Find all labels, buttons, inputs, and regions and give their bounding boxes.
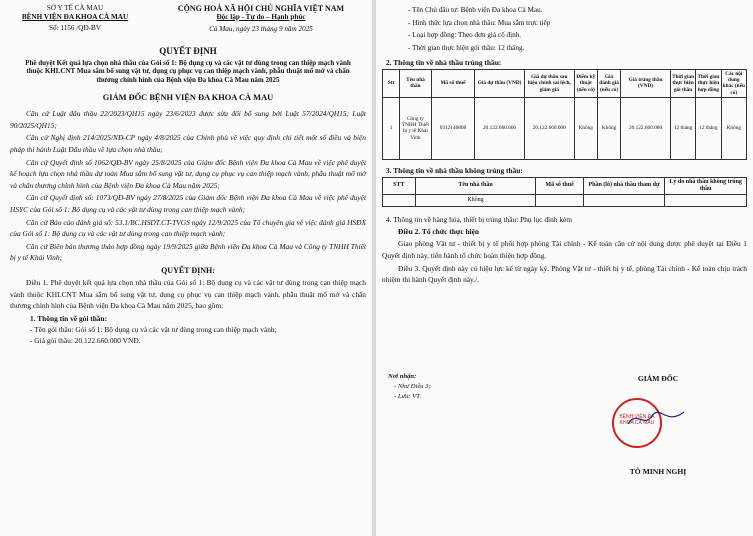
section-4: 4. Thông tin về hàng hóa, thiết bị trúng thầu: Phụ lục đính kèm [386, 214, 573, 224]
legal-basis: Căn cứ Luật đấu thầu 22/2023/QH15 ngày 23/6/2023 được sửa đổi bổ sung bởi Luật 57/2024/QH15; Luật 90/2025/QH15; [10, 109, 366, 130]
doc-subject: Phê duyệt Kết quả lựa chọn nhà thầu của Gói số 1: Bộ dụng cụ và các vật tư dùng trong can thiệp mạch vành thuộc KHLCNT Mua sắm bổ sung vật tư, dụng cụ phục vụ can thiệp mạch vành, phẫu thuật mổ mở và chấn thương chỉnh hình của Bệnh viện Đa khoa Cà Mau năm 2025 [25, 59, 351, 84]
doc-date: Cà Mau, ngày 23 tháng 9 năm 2025 [209, 25, 313, 33]
legal-basis: Căn cứ Biên bản thương thảo hợp đồng ngày 19/9/2025 giữa Bệnh viện Đa khoa Cà Mau và Công ty TNHH Thiết bị y tế Khải Vinh; [10, 241, 366, 263]
table-cell: Không [574, 97, 597, 159]
legal-basis: Căn cứ Báo cáo đánh giá số: 53.1/BC.HSDT.CT-TVGS ngày 12/9/2025 của Tổ chuyên gia về việc đánh giá HSĐX của Gói số 1: Bộ dụng cụ và các vật tư dùng trong can thiệp mạch vành; [10, 217, 366, 239]
decide-heading: QUYẾT ĐỊNH: [161, 265, 215, 275]
table-row [383, 194, 747, 206]
table-cell: 1 [383, 97, 400, 159]
table-header-row [383, 70, 747, 98]
recipients [388, 372, 431, 402]
table-cell: Công ty TNHH Thiết bị y tế Khải Vinh [400, 97, 431, 159]
legal-basis: Căn cứ Nghị định 214/2025/NĐ-CP ngày 4/8/2025 của Chính phủ về việc quy định chi tiết một số điều và biện pháp thi hành Luật Đấu thầu về lựa chọn nhà thầu; [10, 133, 366, 154]
table-header: Mã số thuế [536, 177, 583, 194]
table-cell: 20.122.660.000 [524, 97, 574, 159]
motto: Độc lập - Tự do – Hạnh phúc [216, 13, 306, 21]
winner-table [382, 69, 747, 160]
table-header: Giá dự thầu sau hiệu chỉnh sai lệch, giảm giá [524, 70, 574, 98]
table-header: Giá dự thầu (VNĐ) [475, 70, 525, 98]
table-header: Giá đánh giá (nếu có) [597, 70, 620, 98]
item-1: 1. Thông tin về gói thầu: [30, 313, 108, 323]
table-row [383, 97, 747, 159]
table-header: Stt [383, 70, 400, 98]
table-header: Điểm kỹ thuật (nếu có) [574, 70, 597, 98]
signer-name: TÔ MINH NGHỊ [629, 467, 687, 476]
official-stamp: BỆNH VIỆN ĐA KHOA CÀ MAU [612, 398, 662, 448]
org-name: SỞ Y TẾ CÀ MAU [46, 4, 104, 12]
package-price: - Giá gói thầu: 20.122.660.000 VNĐ. [30, 335, 141, 345]
table-header: Tên nhà thầu [400, 70, 431, 98]
table-header: Lý do nhà thầu không trúng thầu [665, 177, 747, 194]
investor: - Tên Chủ đầu tư: Bệnh viện Đa khoa Cà Mau. [408, 6, 543, 14]
table-header-row [383, 177, 747, 194]
table-cell: Không [597, 97, 620, 159]
table-header: Thời gian thực hiện hợp đồng [696, 70, 721, 98]
right-page [376, 0, 753, 536]
header-right [156, 4, 366, 34]
table-header: Tên nhà thầu [415, 177, 536, 194]
table-cell: 12 tháng [696, 97, 721, 159]
signature-icon [626, 408, 686, 430]
loser-table [382, 177, 747, 207]
table-cell [383, 194, 416, 206]
table-header: Mã số thuế [431, 70, 475, 98]
unit-name: BỆNH VIỆN ĐA KHOA CÀ MAU [21, 13, 129, 21]
article-1: Điều 1. Phê duyệt kết quả lựa chọn nhà thầu của Gói số 1: Bộ dụng cụ và các vật tư dùng trong can thiệp mạch vành thuộc KHLCNT Mua sắm bổ sung vật tư, dụng cụ phục vụ can thiệp mạch vành, phẫu thuật mổ mở và chấn thương chỉnh hình của Bệnh viện Đa khoa Cà Mau năm 2025, bao gồm: [10, 277, 366, 311]
table-cell: Không [415, 194, 536, 206]
table-cell [665, 194, 747, 206]
table-cell: 20.122.660.000 [621, 97, 671, 159]
section-3: 3. Thông tin về nhà thầu không trúng thầu: [386, 165, 523, 175]
legal-basis: Căn cứ Quyết định số: 1073/QĐ-BV ngày 27/8/2025 của Giám đốc Bệnh viện Đa khoa Cà Mau về việc phê duyệt HSYC của Gói số 1: Bộ dụng cụ và các vật tư dùng trong can thiệp mạch vành; [10, 193, 366, 214]
table-header: Giá trúng thầu (VNĐ) [621, 70, 671, 98]
table-cell: 12 tháng [670, 97, 695, 159]
table-header: Phần (lô) nhà thầu tham dự [583, 177, 665, 194]
table-cell [536, 194, 583, 206]
table-cell [583, 194, 665, 206]
doc-number: Số: 1156 /QĐ-BV [48, 24, 102, 32]
section-2: 2. Thông tin về nhà thầu trúng thầu: [386, 58, 502, 67]
selection-method: - Hình thức lựa chọn nhà thầu: Mua sắm trực tiếp [408, 18, 551, 27]
nation-name: CỘNG HOÀ XÃ HỘI CHỦ NGHĨA VIỆT NAM [177, 4, 345, 13]
header-left [10, 4, 140, 34]
recipient: - Như Điều 3; [394, 383, 431, 390]
article-2-body: Giao phòng Vật tư - thiết bị y tế phối hợp phòng Tài chính - Kế toán căn cứ nội dung được phê duyệt tại Điều 1 Quyết định này, tiến hành tổ chức hoàn thiện hợp đồng. [382, 239, 747, 260]
recipient: - Lưu: VT. [394, 393, 422, 400]
legal-basis: Căn cứ Quyết định số 1062/QĐ-BV ngày 25/8/2025 của Giám đốc Bệnh viện Đa khoa Cà Mau về việc phê duyệt kế hoạch lựa chọn nhà thầu dự toán Mua sắm bổ sung vật tư, dụng cụ phục vụ can thiệp mạch vành, phẫu thuật mổ mở và chấn thương chỉnh hình của Bệnh viện Đa khoa Cà Mau năm 2025; [10, 157, 366, 190]
table-header: Thời gian thực hiện gói thầu [670, 70, 695, 98]
article-2-title: Điều 2. Tổ chức thực hiện [398, 226, 480, 236]
director-heading: GIÁM ĐỐC BỆNH VIỆN ĐA KHOA CÀ MAU [102, 93, 274, 103]
table-cell: 0312146808 [431, 97, 475, 159]
table-header: STT [383, 177, 416, 194]
package-name: - Tên gói thầu: Gói số 1: Bộ dụng cụ và các vật tư dùng trong can thiệp mạch vành; [30, 324, 277, 334]
contract-type: - Loại hợp đồng: Theo đơn giá cố định. [408, 31, 522, 39]
left-page [0, 0, 372, 536]
table-cell: 20.122.660.000 [475, 97, 525, 159]
recipients-title: Nơi nhận: [388, 373, 417, 380]
signer-title: GIÁM ĐỐC [637, 374, 679, 383]
duration: - Thời gian thực hiện gói thầu: 12 tháng. [408, 43, 525, 52]
doc-title: QUYẾT ĐỊNH [159, 46, 217, 56]
table-header: Các nội dung khác (nếu có) [722, 71, 745, 96]
article-3: Điều 3. Quyết định này có hiệu lực kể từ ngày ký. Phòng Vật tư - thiết bị y tế, phòng Tài chính - Kế toán chịu trách nhiệm thi hành Quyết định này./. [382, 263, 747, 285]
table-cell: Không [721, 97, 746, 159]
header [10, 4, 366, 34]
